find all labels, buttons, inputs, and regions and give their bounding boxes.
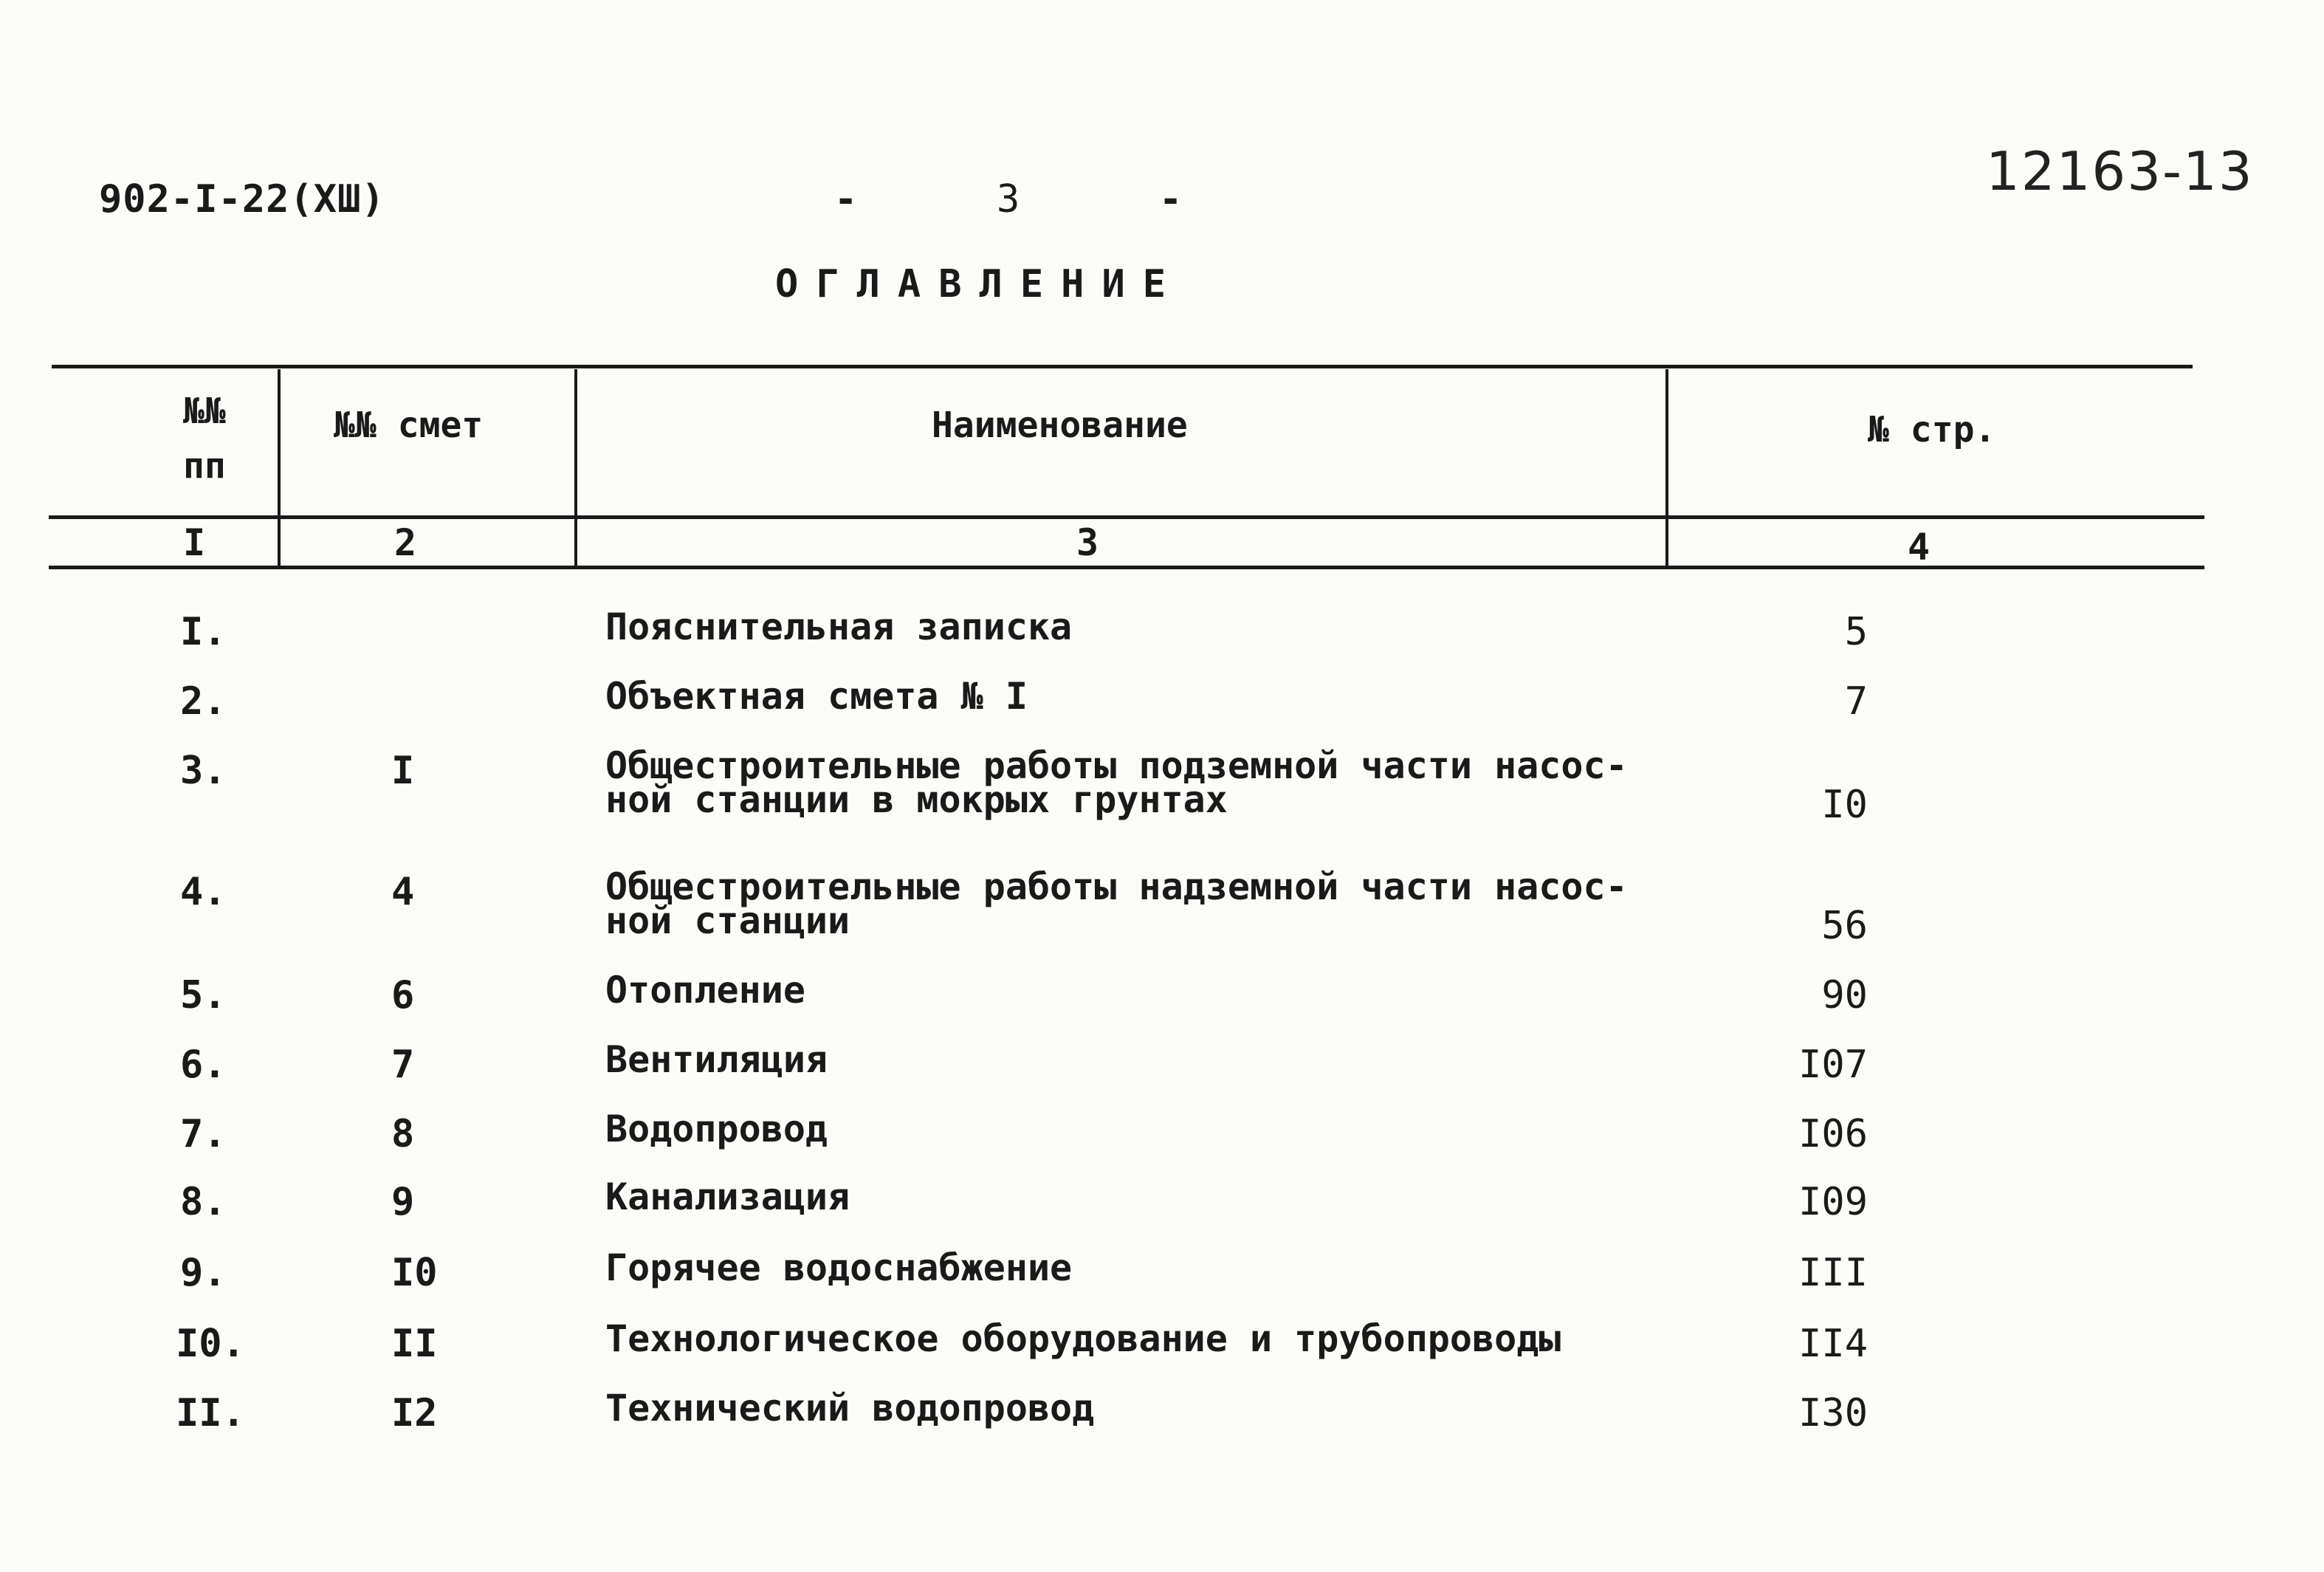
row-page: III — [1798, 1251, 1868, 1295]
row-page: 90 — [1821, 973, 1868, 1017]
row-page: 7 — [1844, 679, 1868, 724]
row-estimate: 9 — [391, 1180, 415, 1224]
row-name: Отопление — [605, 969, 805, 1012]
row-name: Технический водопровод — [605, 1387, 1095, 1429]
colnum-1: I — [183, 521, 206, 564]
row-estimate: I — [391, 749, 415, 793]
header-smeta: №№ смет — [334, 405, 484, 446]
row-number: 5. — [180, 973, 227, 1017]
row-number: 9. — [180, 1251, 227, 1295]
colnum-4: 4 — [1908, 526, 1931, 569]
row-number: 4. — [180, 870, 227, 914]
row-number: 6. — [180, 1043, 227, 1087]
column-divider-3 — [1665, 369, 1668, 569]
column-divider-1 — [278, 369, 281, 569]
row-estimate: I2 — [391, 1391, 438, 1435]
row-name: Общестроительные работы надземной части насос- ной станции — [605, 865, 1628, 942]
row-number: 8. — [180, 1180, 227, 1224]
row-page: 5 — [1844, 610, 1868, 654]
row-number: 3. — [180, 749, 227, 793]
table-numbers-rule — [49, 566, 2204, 569]
header-page: № стр. — [1868, 409, 1996, 450]
row-page: I07 — [1798, 1043, 1868, 1087]
page-title: ОГЛАВЛЕНИЕ — [775, 262, 1184, 306]
row-name: Канализация — [605, 1175, 850, 1218]
column-divider-2 — [574, 369, 577, 569]
row-name: Пояснительная записка — [605, 605, 1073, 648]
row-estimate: 7 — [391, 1043, 415, 1087]
row-number: I. — [180, 610, 227, 654]
row-name: Водопровод — [605, 1108, 828, 1150]
row-name: Горячее водоснабжение — [605, 1246, 1073, 1289]
row-estimate: 4 — [391, 870, 415, 914]
row-page: I30 — [1798, 1391, 1868, 1435]
row-number: 7. — [180, 1112, 227, 1156]
colnum-3: 3 — [1076, 521, 1099, 564]
row-page: I06 — [1798, 1112, 1868, 1156]
row-page: II4 — [1798, 1322, 1868, 1366]
colnum-2: 2 — [394, 521, 417, 564]
row-name: Технологическое оборудование и трубопроводы — [605, 1317, 1561, 1360]
row-page: 56 — [1821, 904, 1868, 948]
row-number: II. — [176, 1391, 245, 1435]
row-name: Общестроительные работы подземной части насос- ной станции в мокрых грунтах — [605, 744, 1628, 821]
page-dash-right: - — [1159, 177, 1183, 222]
row-estimate: 8 — [391, 1112, 415, 1156]
page-number: 3 — [997, 177, 1020, 222]
row-number: I0. — [176, 1322, 245, 1366]
row-page: I0 — [1821, 783, 1868, 827]
header-pp: №№ пп — [183, 391, 226, 487]
row-page: I09 — [1798, 1180, 1868, 1224]
row-estimate: 6 — [391, 973, 415, 1017]
handwritten-number: 12163-13 — [1986, 140, 2254, 202]
row-estimate: I0 — [391, 1251, 438, 1295]
header-name: Наименование — [932, 405, 1188, 446]
table-top-rule — [52, 365, 2193, 368]
document-code: 902-I-22(XШ) — [99, 177, 385, 222]
row-estimate: II — [391, 1322, 438, 1366]
row-name: Вентиляция — [605, 1038, 828, 1081]
page-dash-left: - — [834, 177, 858, 222]
row-number: 2. — [180, 679, 227, 724]
table-header-rule — [49, 515, 2204, 519]
row-name: Объектная смета № I — [605, 675, 1028, 718]
